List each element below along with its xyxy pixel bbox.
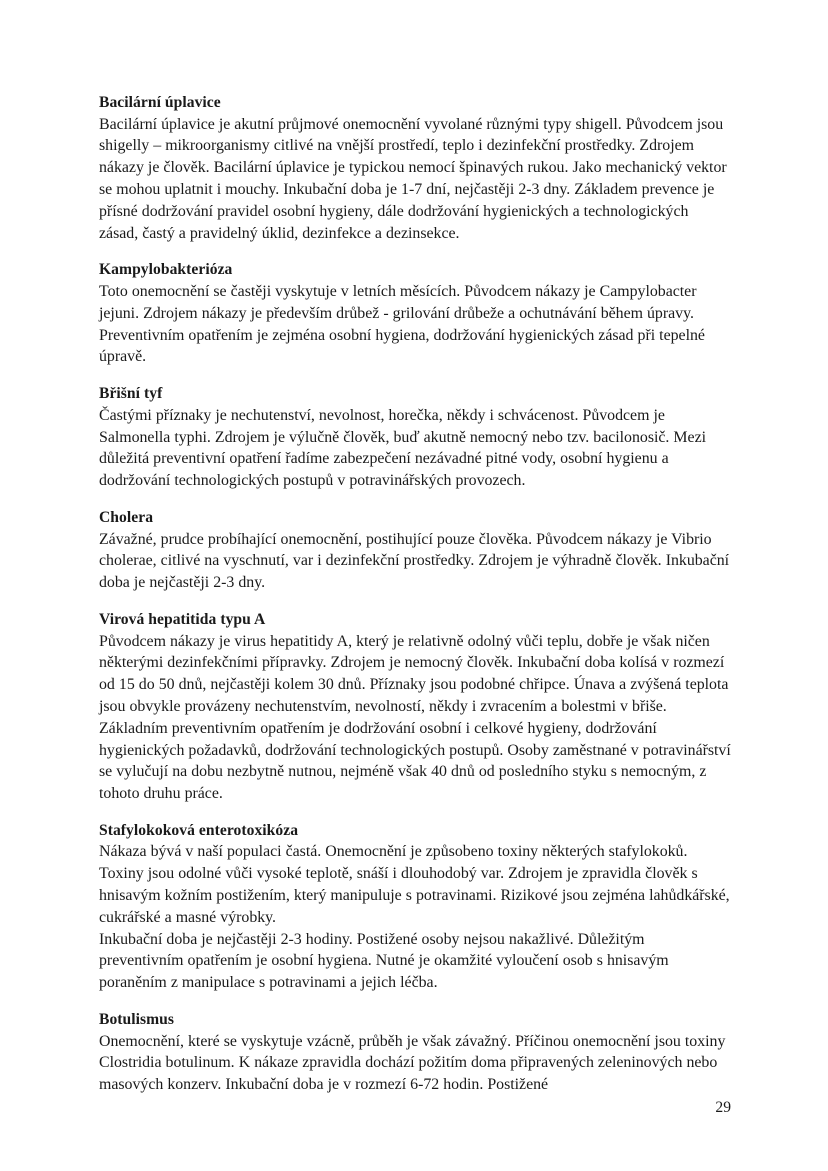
section-heading: Virová hepatitida typu A [99,610,266,628]
section-bacilarni-uplavice [99,92,731,244]
section-heading: Kampylobakterióza [99,261,233,279]
section-heading: Cholera [99,508,154,526]
section-paragraph: Častými příznaky je nechutenství, nevolnost, horečka, někdy i schvácenost. Původcem je Salmonella typhi. Zdrojem je výlučně člověk, buď akutně nemocný nebo tzv. bacilonosič. Mezi důležitá preventivní opatření řadíme zabezpečení nezávadné pitné vody, osobní hygienu a dodržování technologických postupů v potravinářských provozech. [99,406,707,490]
section-paragraph: Bacilární úplavice je akutní průjmové onemocnění vyvolané různými typy shigell. Původcem jsou shigelly – mikroorganismy citlivé na vnější prostředí, teplo i dezinfekční prostředky. Zdrojem nákazy je člověk. Bacilární úplavice je typickou nemocí špinavých rukou. Jako mechanický vektor se mohou uplatnit i mouchy. Inkubační doba je 1-7 dní, nejčastěji 2-3 dny. Základem prevence je přísné dodržování pravidel osobní hygieny, dále dodržování hygienických a technologických zásad, častý a pravidelný úklid, dezinfekce a dezinsekce. [99,115,727,242]
section-stafylokokova-enterotoxikoza [99,820,731,994]
section-paragraph: Inkubační doba je nejčastěji 2-3 hodiny. Postižené osoby nejsou nakažlivé. Důležitým preventivním opatřením je osobní hygiena. Nutné je okamžité vyloučení osob s hnisavým poraněním z manipulace s potravinami a jejich léčba. [99,930,669,992]
section-cholera [99,507,731,594]
section-heading: Břišní tyf [99,385,163,403]
section-heading: Stafylokoková enterotoxikóza [99,821,299,839]
section-paragraph: Nákaza bývá v naší populaci častá. Onemocnění je způsobeno toxiny některých stafylokoků. Toxiny jsou odolné vůči vysoké teplotě, snáší i dlouhodobý var. Zdrojem je zpravidla člověk s hnisavým kožním postižením, který manipuluje s potravinami. Rizikové jsou zejména lahůdkářské, cukrářské a masné výrobky. [99,843,730,926]
section-paragraph: Závažné, prudce probíhající onemocnění, postihující pouze člověka. Původcem nákazy je Vibrio cholerae, citlivé na vyschnutí, var i dezinfekční prostředky. Zdrojem je výhradně člověk. Inkubační doba je nejčastěji 2-3 dny. [99,530,730,592]
section-kampylobakterioza [99,259,731,368]
section-paragraph: Toto onemocnění se častěji vyskytuje v letních měsících. Původcem nákazy je Campylobacter jejuni. Zdrojem nákazy je především drůbež - grilování drůbeže a ochutnávání během úpravy. Preventivním opatřením je zejména osobní hygiena, dodržování hygienických zásad při tepelné úpravě. [99,282,705,366]
page-number: 29 [715,1099,731,1116]
section-virova-hepatitida-typu-a [99,609,731,805]
section-heading: Botulismus [99,1011,175,1029]
page-content [99,92,731,1096]
section-paragraph: Původcem nákazy je virus hepatitidy A, který je relativně odolný vůči teplu, dobře je však ničen některými dezinfekčními přípravky. Zdrojem je nemocný člověk. Inkubační doba kolísá v rozmezí od 15 do 50 dnů, nejčastěji kolem 30 dnů. Příznaky jsou podobné chřipce. Únava a zvýšená teplota jsou obvykle provázeny nechutenstvím, nevolností, někdy i zvracením a bolestmi v břiše. [99,632,729,715]
section-paragraph: Základním preventivním opatřením je dodržování osobní i celkové hygieny, dodržování hygienických požadavků, dodržování technologických postupů. Osoby zaměstnané v potravinářství se vylučují na dobu nezbytně nutnou, nejméně však 40 dnů od posledního styku s nemocným, z tohoto druhu práce. [99,719,731,803]
section-paragraph: Onemocnění, které se vyskytuje vzácně, průběh je však závažný. Příčinou onemocnění jsou toxiny Clostridia botulinum. K nákaze zpravidla dochází požitím doma připravených zeleninových nebo masových konzerv. Inkubační doba je v rozmezí 6-72 hodin. Postižené [99,1032,726,1094]
section-botulismus [99,1009,731,1096]
section-brisni-tyf [99,383,731,492]
section-heading: Bacilární úplavice [99,94,221,111]
